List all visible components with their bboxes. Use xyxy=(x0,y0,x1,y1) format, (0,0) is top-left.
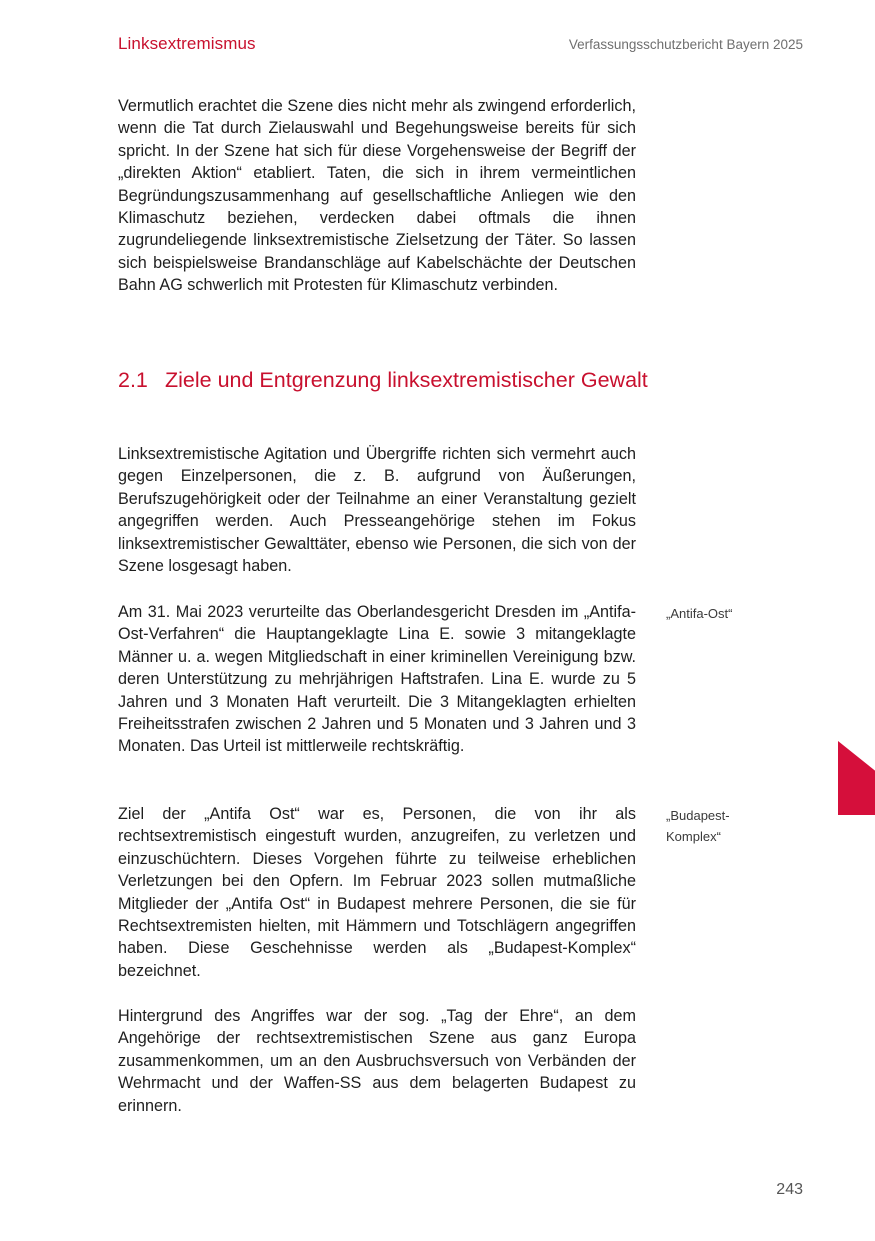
margin-note-antifa-ost: „Antifa-Ost“ xyxy=(666,606,733,621)
page-number: 243 xyxy=(776,1181,803,1198)
section-number: 2.1 xyxy=(118,368,148,392)
chapter-tab-marker xyxy=(838,741,875,815)
body-paragraph-1: Vermutlich erachtet die Szene dies nicht mehr als zwingend erforderlich, wenn die Tat durch Zielauswahl und Begehungsweise bereits für sich spricht. In der Szene hat sich für diese Vorgehensweise der Begriff der „direkten Aktion“ etabliert. Taten, die sich in ihrem vermeintlichen Begründungszusammenhang auf gesellschaftliche Anliegen wie den Klimaschutz beziehen, verdecken dabei oftmals die ihnen zugrundeliegende linksextremistische Zielsetzung der Täter. So lassen sich beispielsweise Brandanschläge auf Kabelschächte der Deutschen Bahn AG schwerlich mit Protesten für Klimaschutz verbinden. xyxy=(118,97,636,295)
body-paragraph-4: Ziel der „Antifa Ost“ war es, Personen, die von ihr als rechtsextremistisch eingestuft wurden, anzugreifen, zu verletzen und einzuschüchtern. Dieses Vorgehen führte zu teilweise erheblichen Verletzungen bei den Opfern. Im Februar 2023 sollen mutmaßliche Mitglieder der „Antifa Ost“ in Budapest mehrere Personen, die sie für Rechtsextremisten hielten, mit Hämmern und Totschlägern angegriffen haben. Diese Geschehnisse werden als „Budapest-Komplex“ bezeichnet. xyxy=(118,805,636,980)
section-title: Ziele und Entgrenzung linksextremistischer Gewalt xyxy=(165,368,648,392)
body-paragraph-2: Linksextremistische Agitation und Übergriffe richten sich vermehrt auch gegen Einzelpersonen, die z. B. aufgrund von Äußerungen, Berufszugehörigkeit oder der Teilnahme an einer Veranstaltung gezielt angegriffen werden. Auch Presseangehörige stehen im Fokus linksextremistischer Gewalttäter, ebenso wie Personen, die sich von der Szene losgesagt haben. xyxy=(118,445,636,576)
body-paragraph-5: Hintergrund des Angriffes war der sog. „Tag der Ehre“, an dem Angehörige der rechtsextremistischen Szene aus ganz Europa zusammenkommen, um an den Ausbruchsversuch von Verbänden der Wehrmacht und der Waffen-SS aus dem belagerten Budapest zu erinnern. xyxy=(118,1007,636,1115)
body-paragraph-3: Am 31. Mai 2023 verurteilte das Oberlandesgericht Dresden im „Antifa-Ost-Verfahren“ die Hauptangeklagte Lina E. sowie 3 mitangeklagte Männer u. a. wegen Mitgliedschaft in einer kriminellen Vereinigung bzw. deren Unterstützung zu mehrjährigen Haftstrafen. Lina E. wurde zu 5 Jahren und 3 Monaten Haft verurteilt. Die 3 Mitangeklagten erhielten Freiheitsstrafen zwischen 2 Jahren und 5 Monaten und 3 Jahren und 3 Monaten. Das Urteil ist mittlerweile rechtskräftig. xyxy=(118,603,636,756)
margin-note-budapest-komplex: „Budapest-Komplex“ xyxy=(666,808,730,844)
running-header-section: Linksextremismus xyxy=(118,34,256,53)
section-heading xyxy=(118,367,648,394)
running-header-publication: Verfassungsschutzbericht Bayern 2025 xyxy=(568,37,803,52)
